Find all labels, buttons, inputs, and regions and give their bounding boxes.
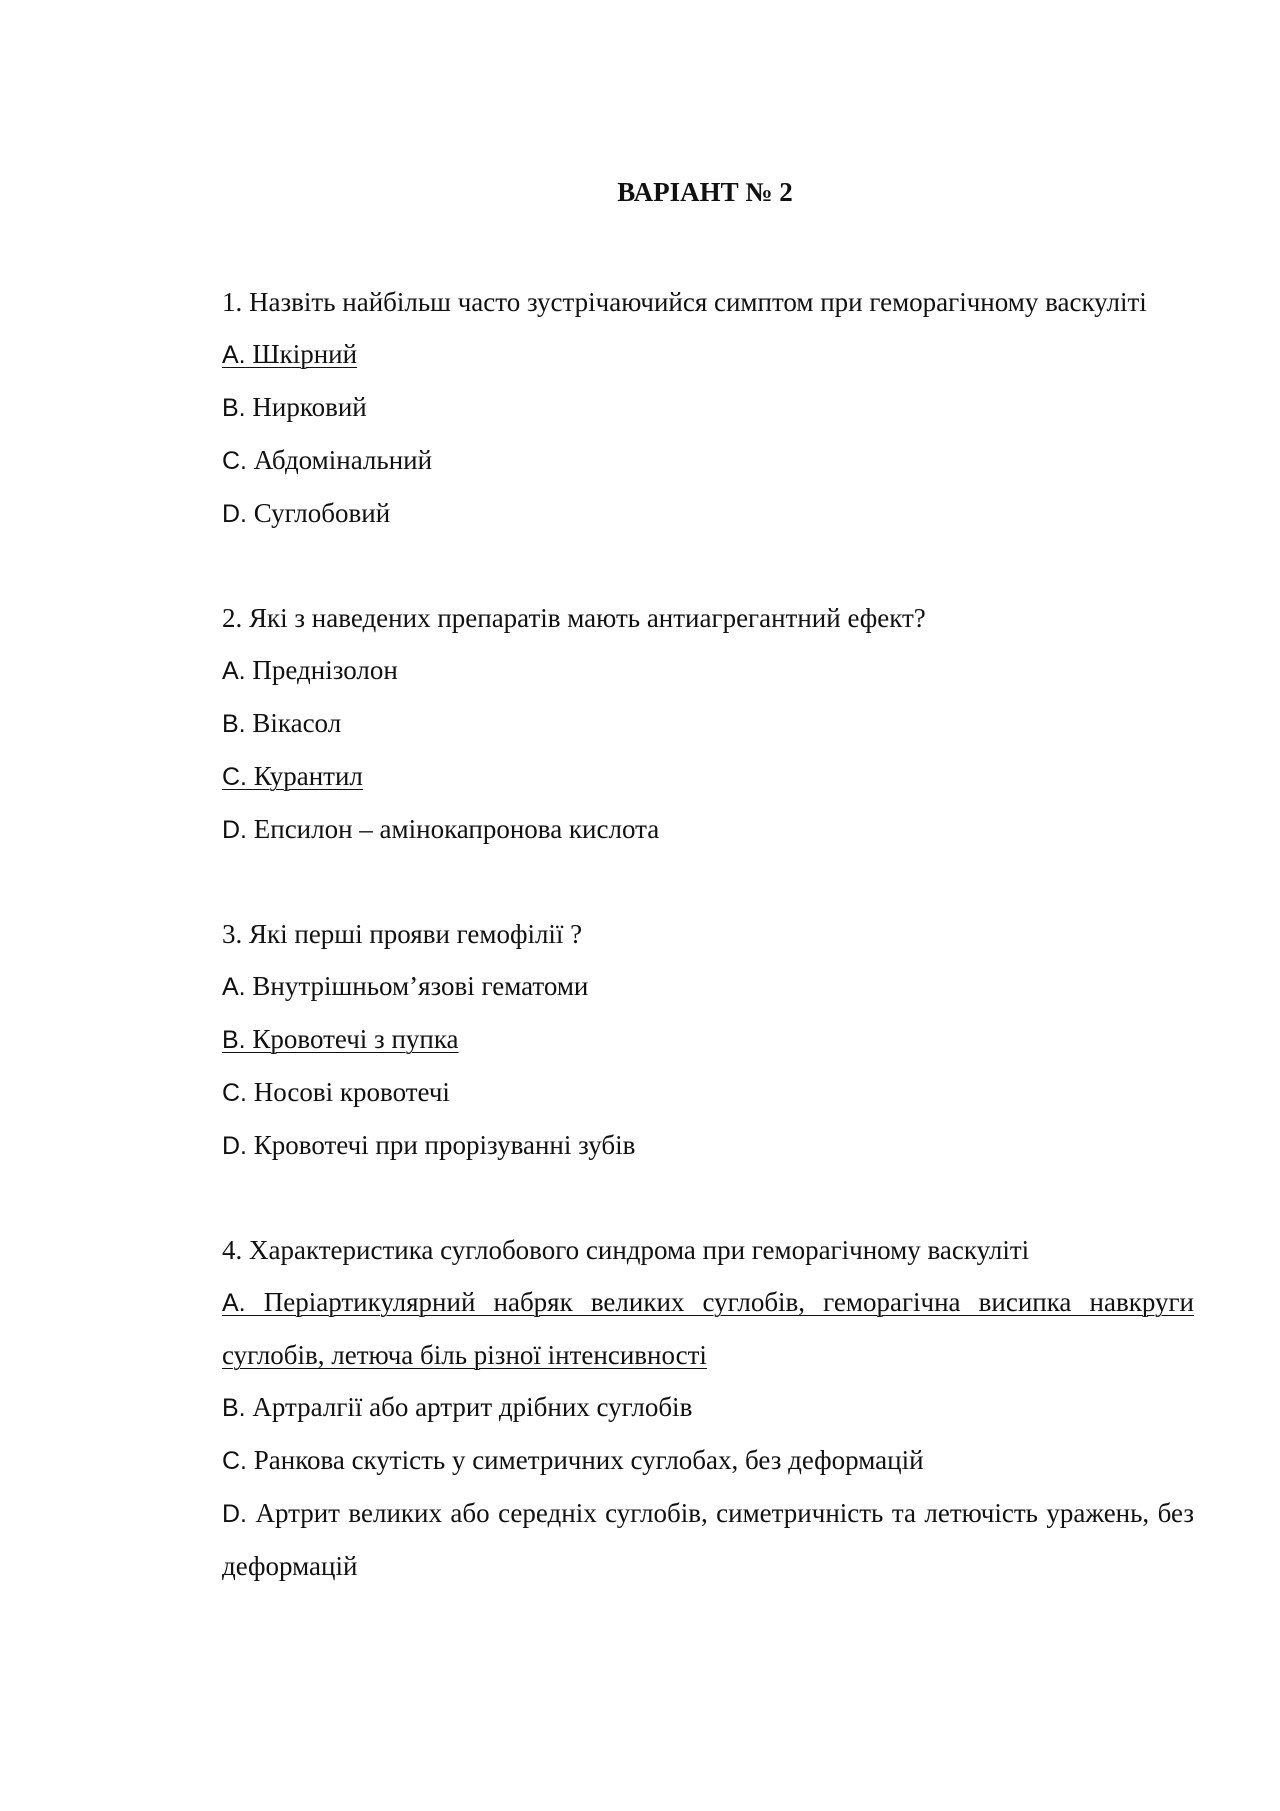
option-c xyxy=(222,434,1194,487)
option-letter: A. xyxy=(222,657,246,685)
option-a xyxy=(222,328,1194,381)
option-letter: A. xyxy=(222,973,246,1001)
option-text: Ранкова скутість у симетричних суглобах, без деформацій xyxy=(247,1445,924,1475)
option-a-correct xyxy=(222,339,357,369)
question-text: 1. Назвіть найбільш часто зустрічаючийся симптом при геморагічному васкуліті xyxy=(222,287,1147,317)
option-text: Кровотечі при прорізуванні зубів xyxy=(247,1130,636,1160)
question-4 xyxy=(222,1224,1194,1592)
question-1 xyxy=(222,276,1194,540)
option-letter: B. xyxy=(222,710,246,738)
option-a xyxy=(222,1276,1194,1381)
variant-title: ВАРІАНТ № 2 xyxy=(617,177,793,207)
option-letter: D. xyxy=(222,1500,247,1528)
option-letter: A. xyxy=(222,341,246,369)
question-text: 3. Які перші прояви гемофілії ? xyxy=(222,919,583,949)
option-text: Періартикулярний набряк великих суглобів, геморагічна висипка навкруги суглобів, летюча біль різної інтенсивності xyxy=(222,1287,1194,1370)
option-text: Внутрішньом’язові гематоми xyxy=(245,971,589,1001)
option-letter: B. xyxy=(222,1026,246,1054)
option-letter: D. xyxy=(222,816,247,844)
option-b xyxy=(222,381,1194,434)
option-letter: C. xyxy=(222,1079,247,1107)
option-b xyxy=(222,697,1194,750)
option-text: Курантил xyxy=(247,761,363,791)
option-text: Шкірний xyxy=(245,339,358,369)
option-text: Артралгії або артрит дрібних суглобів xyxy=(245,1392,693,1422)
option-letter: C. xyxy=(222,447,247,475)
option-letter: B. xyxy=(222,394,246,422)
option-c xyxy=(222,1434,1194,1487)
option-letter: B. xyxy=(222,1394,246,1422)
option-c xyxy=(222,1066,1194,1119)
option-b xyxy=(222,1013,1194,1066)
option-a-correct xyxy=(222,1287,1194,1370)
option-text: Абдомінальний xyxy=(247,445,433,475)
option-text: Артрит великих або середніх суглобів, симетричність та летючість уражень, без деформацій xyxy=(222,1498,1194,1581)
option-d xyxy=(222,1487,1194,1592)
option-b-correct xyxy=(222,1024,459,1054)
questions-list xyxy=(222,276,1194,1644)
option-text: Суглобовий xyxy=(247,498,391,528)
option-b xyxy=(222,1381,1194,1434)
question-text: 2. Які з наведених препаратів мають антиагрегантний ефект? xyxy=(222,603,926,633)
option-a xyxy=(222,960,1194,1013)
question-2 xyxy=(222,592,1194,856)
option-d xyxy=(222,1119,1194,1172)
option-text: Носові кровотечі xyxy=(247,1077,450,1107)
option-c-correct xyxy=(222,761,363,791)
question-3 xyxy=(222,908,1194,1172)
option-letter: D. xyxy=(222,500,247,528)
option-a xyxy=(222,644,1194,697)
option-text: Кровотечі з пупка xyxy=(245,1024,459,1054)
option-letter: C. xyxy=(222,763,247,791)
option-c xyxy=(222,750,1194,803)
option-text: Нирковий xyxy=(245,392,367,422)
option-letter: A. xyxy=(222,1289,246,1317)
option-d xyxy=(222,487,1194,540)
option-letter: D. xyxy=(222,1132,247,1160)
question-text: 4. Характеристика суглобового синдрома при геморагічному васкуліті xyxy=(222,1235,1030,1265)
option-text: Вікасол xyxy=(245,708,342,738)
option-letter: C. xyxy=(222,1447,247,1475)
option-text: Епсилон – амінокапронова кислота xyxy=(247,814,660,844)
option-d xyxy=(222,803,1194,856)
option-text: Преднізолон xyxy=(245,655,398,685)
